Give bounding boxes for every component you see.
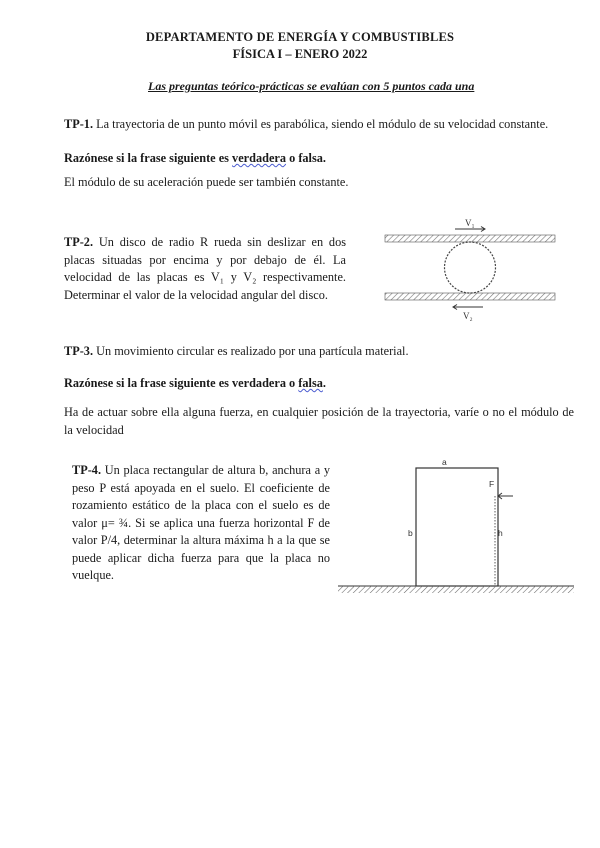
b-label: b <box>408 528 413 538</box>
a-label: a <box>442 457 447 467</box>
v1-label: V₁ <box>465 218 475 228</box>
tp2-text: Un disco de radio R rueda sin deslizar en dos placas situadas por encima y por debajo de él. La velocidad de las placas es V₁ y V₂ respectivamente. Determinar el valor de la velocidad angular del disco. <box>64 235 347 302</box>
tp2-statement <box>64 234 346 304</box>
tp1-statement <box>64 116 548 134</box>
h-label: h <box>498 528 503 538</box>
tp1-instruction-pre: Razónese si la frase siguiente es <box>64 151 233 165</box>
upper-plate <box>385 235 555 242</box>
tp3-instruction-pre: Razónese si la frase siguiente es verdadera o <box>64 376 299 390</box>
tp1-text: La trayectoria de un punto móvil es parabólica, siendo el módulo de su velocidad constante. <box>96 117 549 131</box>
lower-plate <box>385 293 555 300</box>
tp1-label: TP-1. <box>64 117 94 131</box>
course-title: FÍSICA I – ENERO 2022 <box>232 47 368 61</box>
tp1-claim: El módulo de su aceleración puede ser también constante. <box>64 175 349 189</box>
tp2-label: TP-2. <box>64 235 94 249</box>
tp4-label: TP-4. <box>72 463 102 477</box>
tp3-instruction-falsa: falsa <box>298 376 323 390</box>
tp3-instruction <box>64 375 326 393</box>
disk <box>445 242 496 293</box>
tp1-instruction <box>64 150 326 168</box>
tp3-text: Un movimiento circular es realizado por una partícula material. <box>96 344 409 358</box>
tp3-instruction-post: . <box>322 376 326 390</box>
tp1-instruction-post: o falsa. <box>286 151 326 165</box>
f-label: F <box>489 479 495 489</box>
tp3-statement <box>64 343 409 361</box>
plate <box>416 468 498 586</box>
tp1-instruction-verdadera: verdadera <box>232 151 287 165</box>
grading-note: Las preguntas teórico-prácticas se evalúan con 5 puntos cada una <box>148 79 475 93</box>
rolling-disk-figure <box>385 215 560 325</box>
v2-label: V₂ <box>463 311 473 321</box>
department-title: DEPARTAMENTO DE ENERGÍA Y COMBUSTIBLES <box>145 30 455 44</box>
tp4-statement <box>72 462 330 585</box>
ground-hatch <box>338 586 574 593</box>
tp3-claim: Ha de actuar sobre ella alguna fuerza, en cualquier posición de la trayectoria, varíe o no el módulo de la velocidad <box>64 405 574 437</box>
tp3-label: TP-3. <box>64 344 94 358</box>
plate-figure <box>338 455 574 600</box>
tp4-text: Un placa rectangular de altura b, anchura a y peso P está apoyada en el suelo. El coeficiente de rozamiento estático de la placa con el suelo es de valor μ= ¾. Si se aplica una fuerza horizontal F de valor P/4, determinar la altura máxima h a la que se puede aplicar dicha fuerza para que la placa no vuelque. <box>72 463 331 582</box>
